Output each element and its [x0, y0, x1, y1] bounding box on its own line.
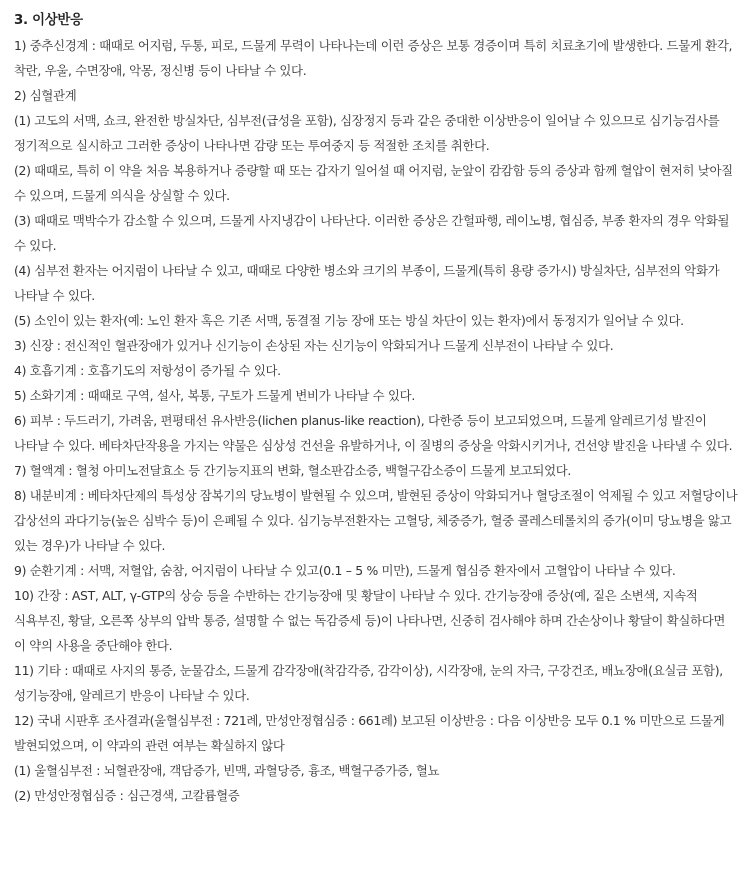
paragraph-cardio-3: (3) 때때로 맥박수가 감소할 수 있으며, 드물게 사지냉감이 나타난다. 이러한 증상은 간헐파행, 레이노병, 협심증, 부종 환자의 경우 악화될 수 있다.: [14, 213, 730, 253]
paragraph-cardio-2: (2) 때때로, 특히 이 약을 처음 복용하거나 증량할 때 또는 갑자기 일어설 때 어지럼, 눈앞이 캄캄함 등의 증상과 함께 혈압이 현저히 낮아질 수 있으며, 드물게 의식을 상실할 수 있다.: [14, 163, 733, 203]
paragraph-endocrine: 8) 내분비계 : 베타차단제의 특성상 잠복기의 당뇨병이 발현될 수 있으며, 발현된 증상이 악화되거나 혈당조절이 억제될 수 있고 저혈당이나 갑상선의 과다기능(높은 심박수 등)이 은폐될 수 있다. 심기능부전환자는 고혈당, 체중증가, 혈중 콜레스테롤치의 증가(이미 당뇨병을 앓고 있는 경우)가 나타날 수 있다.: [14, 488, 738, 553]
paragraph-cardio-4: (4) 심부전 환자는 어지럼이 나타날 수 있고, 때때로 다양한 병소와 크기의 부종이, 드물게(특히 용량 증가시) 방실차단, 심부전의 악화가 나타날 수 있다.: [14, 263, 720, 303]
paragraph-renal: 3) 신장 : 전신적인 혈관장애가 있거나 신기능이 손상된 자는 신기능이 악화되거나 드물게 신부전이 나타날 수 있다.: [14, 338, 614, 353]
paragraph-liver: 10) 간장 : AST, ALT, γ-GTP의 상승 등을 수반하는 간기능장애 및 황달이 나타날 수 있다. 간기능장애 증상(예, 짙은 소변색, 지속적 식욕부진, 황달, 오른쪽 상부의 압박 통증, 설명할 수 없는 독감증세 등)이 나타나면, 신중히 검사해야 하며 간손상이나 황달이 확실하다면 이 약의 사용을 중단해야 한다.: [14, 588, 726, 653]
paragraph-cns: 1) 중추신경계 : 때때로 어지럼, 두통, 피로, 드물게 무력이 나타나는데 이런 증상은 보통 경증이며 특히 치료초기에 발생한다. 드물게 환각, 착란, 우울, 수면장애, 악몽, 정신병 등이 나타날 수 있다.: [14, 38, 733, 78]
paragraph-heart-failure: (1) 울혈심부전 : 뇌혈관장애, 객담증가, 빈맥, 과혈당증, 흉조, 백혈구증가증, 혈뇨: [14, 763, 440, 778]
paragraph-cardio-5: (5) 소인이 있는 환자(예: 노인 환자 혹은 기존 서맥, 동결절 기능 장애 또는 방실 차단이 있는 환자)에서 동정지가 일어날 수 있다.: [14, 313, 684, 328]
paragraph-other: 11) 기타 : 때때로 사지의 통증, 눈물감소, 드물게 감각장애(착감각증, 감각이상), 시각장애, 눈의 자극, 구강건조, 배뇨장애(요실금 포함), 성기능장애, 알레르기 반응이 나타날 수 있다.: [14, 663, 723, 703]
paragraph-circulatory: 9) 순환기계 : 서맥, 저혈압, 숨참, 어지럼이 나타날 수 있고(0.1 – 5 % 미만), 드물게 협심증 환자에서 고혈압이 나타날 수 있다.: [14, 563, 676, 578]
paragraph-respiratory: 4) 호흡기계 : 호흡기도의 저항성이 증가될 수 있다.: [14, 363, 281, 378]
paragraph-postmarketing: 12) 국내 시판후 조사결과(울혈심부전 : 721례, 만성안정협심증 : 661례) 보고된 이상반응 : 다음 이상반응 모두 0.1 % 미만으로 드물게 발현되었으며, 이 약과의 관련 여부는 확실하지 않다: [14, 713, 725, 753]
paragraph-cardio-1: (1) 고도의 서맥, 쇼크, 완전한 방실차단, 심부전(급성을 포함), 심장정지 등과 같은 중대한 이상반응이 일어날 수 있으므로 심기능검사를 정기적으로 실시하고 그러한 증상이 나타나면 감량 또는 투여중지 등 적절한 조치를 취한다.: [14, 113, 720, 153]
paragraph-blood: 7) 혈액계 : 혈청 아미노전달효소 등 간기능지표의 변화, 혈소판감소증, 백혈구감소증이 드물게 보고되었다.: [14, 463, 572, 478]
paragraph-skin: 6) 피부 : 두드러기, 가려움, 편평태선 유사반응(lichen planus-like reaction), 다한증 등이 보고되었으며, 드물게 알레르기성 발진이 나타날 수 있다. 베타차단작용을 가지는 약물은 심상성 건선을 유발하거나, 이 질병의 증상을 악화시키거나, 건선양 발진을 나타낼 수 있다.: [14, 413, 733, 453]
section-heading: 3. 이상반응: [14, 13, 83, 28]
paragraph-digestive: 5) 소화기계 : 때때로 구역, 설사, 복통, 구토가 드물게 변비가 나타날 수 있다.: [14, 388, 415, 403]
paragraph-angina: (2) 만성안정협심증 : 심근경색, 고칼륨혈증: [14, 788, 240, 803]
paragraph-cardiovascular-title: 2) 심혈관계: [14, 88, 77, 103]
